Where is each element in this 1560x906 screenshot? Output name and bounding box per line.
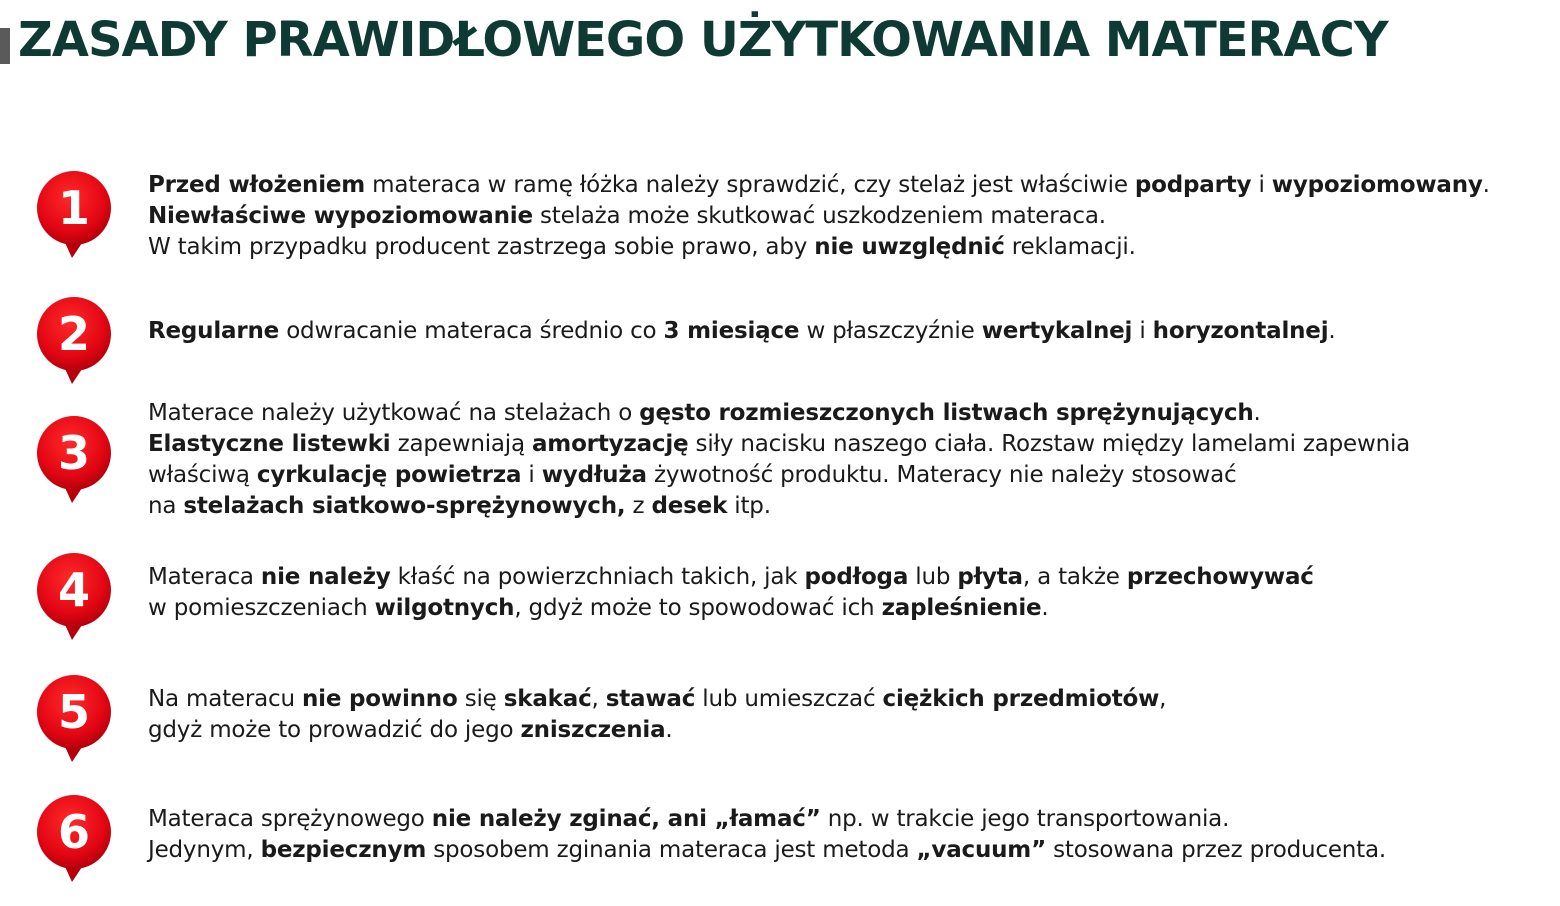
rule-line (148, 684, 1166, 715)
speech-bubble-icon (34, 550, 114, 642)
text-segment: Materaca (148, 564, 261, 590)
text-segment: Materaca sprężynowego (148, 806, 432, 832)
text-segment: na (148, 493, 184, 519)
bold-phrase: Regularne (148, 318, 280, 344)
text-segment: . (1482, 172, 1490, 198)
badge-number: 6 (57, 805, 91, 859)
bold-phrase: amortyzację (531, 431, 689, 457)
bold-phrase: ciężkich przedmiotów (882, 686, 1160, 712)
bold-phrase: nie należy zginać, ani „łamać” (431, 806, 821, 832)
badge-number: 3 (57, 426, 91, 480)
text-segment: i (521, 462, 542, 488)
bold-phrase: przechowywać (1126, 564, 1314, 590)
rule-line (148, 804, 1386, 835)
bold-phrase: „vacuum” (916, 837, 1046, 863)
bold-phrase: desek (651, 493, 728, 519)
rule-text-5 (148, 684, 1166, 746)
text-segment: np. w trakcie jego transportowania. (820, 806, 1230, 832)
rule-line (148, 593, 1314, 624)
text-segment: . (1253, 400, 1261, 426)
bold-phrase: podparty (1134, 172, 1252, 198)
bold-phrase: wydłuża (541, 462, 647, 488)
rule-line (148, 835, 1386, 866)
bold-phrase: nie należy (260, 564, 391, 590)
text-segment: Na materacu (148, 686, 302, 712)
rule-line (148, 429, 1410, 460)
rule-line (148, 491, 1410, 522)
number-badge (34, 168, 114, 260)
text-segment: sposobem zginania materaca jest metoda (426, 837, 917, 863)
text-segment: Materace należy użytkować na stelażach o (148, 400, 640, 426)
rule-line (148, 562, 1314, 593)
text-segment: odwracanie materaca średnio co (279, 318, 664, 344)
speech-bubble-icon (34, 168, 114, 260)
speech-bubble-icon (34, 672, 114, 764)
text-segment: materaca w ramę łóżka należy sprawdzić, czy stelaż jest właściwie (365, 172, 1135, 198)
text-segment: i (1132, 318, 1153, 344)
number-badge (34, 550, 114, 642)
text-segment: . (1328, 318, 1336, 344)
rule-line (148, 170, 1490, 201)
text-segment: stosowana przez producenta. (1046, 837, 1386, 863)
text-segment: z (625, 493, 652, 519)
bold-phrase: 3 miesiące (663, 318, 800, 344)
text-segment: . (1041, 595, 1049, 621)
badge-number: 5 (57, 685, 91, 739)
page-title: ZASADY PRAWIDŁOWEGO UŻYTKOWANIA MATERACY (18, 12, 1388, 68)
rule-line (148, 460, 1410, 491)
text-segment: w pomieszczeniach (148, 595, 375, 621)
rule-text-2 (148, 316, 1336, 347)
text-segment: W takim przypadku producent zastrzega sobie prawo, aby (148, 234, 815, 260)
number-badge (34, 294, 114, 386)
bold-phrase: Przed włożeniem (148, 172, 366, 198)
bold-phrase: podłoga (804, 564, 909, 590)
number-badge (34, 413, 114, 505)
bold-phrase: zniszczenia (520, 717, 666, 743)
badge-number: 4 (57, 563, 91, 617)
bold-phrase: cyrkulację powietrza (256, 462, 522, 488)
bold-phrase: nie uwzględnić (814, 234, 1005, 260)
rule-text-1 (148, 170, 1490, 263)
text-segment: stelaża może skutkować uszkodzeniem materaca. (532, 203, 1106, 229)
text-segment: właściwą (148, 462, 257, 488)
text-segment: zapewniają (390, 431, 532, 457)
speech-bubble-icon (34, 294, 114, 386)
text-segment: żywotność produktu. Materacy nie należy stosować (646, 462, 1237, 488)
rule-text-6 (148, 804, 1386, 866)
bold-phrase: stelażach siatkowo-sprężynowych, (183, 493, 626, 519)
bold-phrase: skakać (503, 686, 592, 712)
text-segment: , a także (1022, 564, 1127, 590)
bold-phrase: nie powinno (301, 686, 458, 712)
badge-number: 2 (57, 307, 91, 361)
text-segment: i (1251, 172, 1272, 198)
text-segment: itp. (727, 493, 771, 519)
title-accent-bar (0, 28, 10, 64)
bold-phrase: wypoziomowany (1271, 172, 1483, 198)
bold-phrase: gęsto rozmieszczonych listwach sprężynujących (639, 400, 1254, 426)
speech-bubble-icon (34, 792, 114, 884)
text-segment: reklamacji. (1004, 234, 1136, 260)
text-segment: , (1159, 686, 1167, 712)
rule-line (148, 316, 1336, 347)
text-segment: lub umieszczać (695, 686, 883, 712)
number-badge (34, 672, 114, 764)
text-segment: Jedynym, (148, 837, 261, 863)
text-segment: kłaść na powierzchniach takich, jak (390, 564, 805, 590)
rule-text-3 (148, 398, 1410, 522)
bold-phrase: Niewłaściwe wypoziomowanie (148, 203, 533, 229)
bold-phrase: zapleśnienie (881, 595, 1042, 621)
rule-line (148, 232, 1490, 263)
speech-bubble-icon (34, 413, 114, 505)
text-segment: lub (908, 564, 958, 590)
text-segment: , gdyż może to spowodować ich (514, 595, 882, 621)
text-segment: w płaszczyźnie (799, 318, 982, 344)
text-segment: gdyż może to prowadzić do jego (148, 717, 521, 743)
bold-phrase: Elastyczne listewki (148, 431, 391, 457)
rule-line (148, 715, 1166, 746)
text-segment: siły nacisku naszego ciała. Rozstaw między lamelami zapewnia (688, 431, 1411, 457)
text-segment: się (457, 686, 504, 712)
bold-phrase: bezpiecznym (260, 837, 427, 863)
rule-line (148, 398, 1410, 429)
bold-phrase: wilgotnych (374, 595, 515, 621)
bold-phrase: płyta (957, 564, 1023, 590)
bold-phrase: horyzontalnej (1152, 318, 1329, 344)
rule-text-4 (148, 562, 1314, 624)
rule-line (148, 201, 1490, 232)
number-badge (34, 792, 114, 884)
text-segment: . (665, 717, 673, 743)
bold-phrase: wertykalnej (981, 318, 1133, 344)
badge-number: 1 (57, 181, 91, 235)
text-segment: , (591, 686, 606, 712)
bold-phrase: stawać (605, 686, 696, 712)
